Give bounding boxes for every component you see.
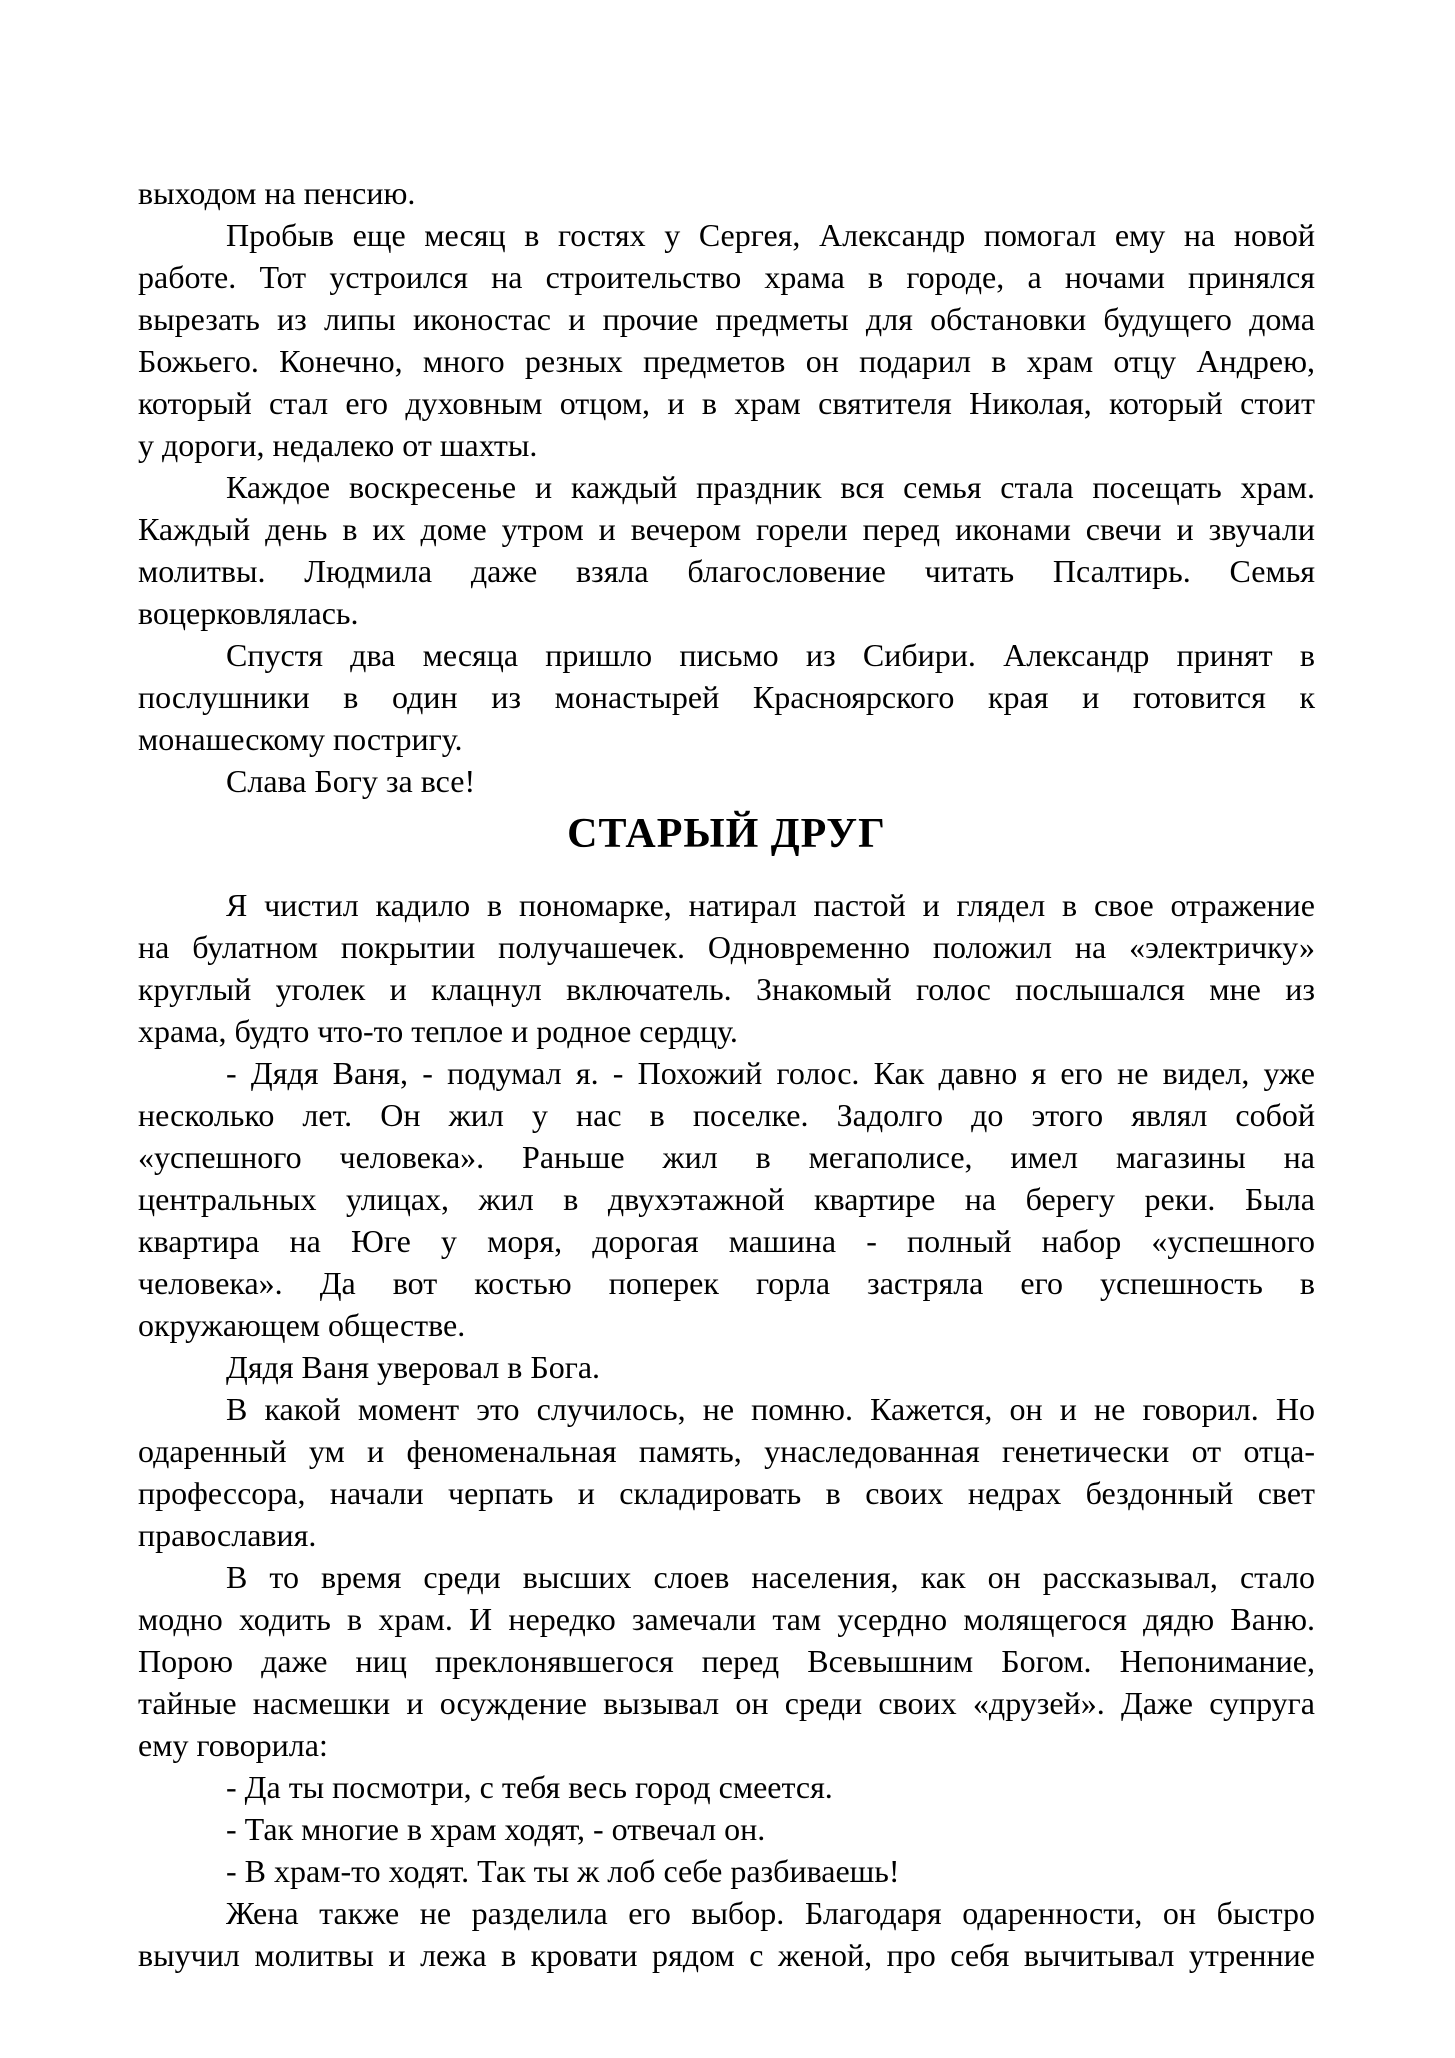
- text-line: профессора, начали черпать и складировать в своих недрах бездонный свет: [138, 1475, 1315, 1511]
- body-paragraph: [138, 1556, 1315, 1766]
- text-line: ему говорила:: [138, 1727, 328, 1763]
- text-line: «успешного человека». Раньше жил в мегаполисе, имел магазины на: [138, 1139, 1315, 1175]
- text-line: вырезать из липы иконостас и прочие предметы для обстановки будущего дома: [138, 301, 1315, 337]
- body-paragraph: [138, 884, 1315, 1052]
- body-paragraph: [138, 1346, 1315, 1388]
- document-body: [138, 172, 1315, 1976]
- text-line: который стал его духовным отцом, и в храм святителя Николая, который стоит: [138, 385, 1315, 421]
- body-paragraph: [138, 760, 1315, 802]
- text-line: одаренный ум и феноменальная память, унаследованная генетически от отца-: [138, 1433, 1315, 1469]
- text-line: храма, будто что-то теплое и родное сердцу.: [138, 1013, 738, 1049]
- text-line: у дороги, недалеко от шахты.: [138, 427, 538, 463]
- text-line: несколько лет. Он жил у нас в поселке. Задолго до этого являл собой: [138, 1097, 1315, 1133]
- text-line: выучил молитвы и лежа в кровати рядом с женой, про себя вычитывал утренние: [138, 1937, 1315, 1973]
- body-paragraph: [138, 466, 1315, 634]
- dialogue-paragraph: [138, 1766, 1315, 1808]
- text-line: Дядя Ваня уверовал в Бога.: [226, 1349, 601, 1385]
- text-line: круглый уголек и клацнул включатель. Знакомый голос послышался мне из: [138, 971, 1315, 1007]
- text-line: воцерковлялась.: [138, 595, 359, 631]
- text-line: православия.: [138, 1517, 317, 1553]
- text-line: В то время среди высших слоев населения, как он рассказывал, стало: [226, 1559, 1315, 1595]
- section-heading: [138, 810, 1315, 858]
- text-line: - Дядя Ваня, - подумал я. - Похожий голос. Как давно я его не видел, уже: [226, 1055, 1315, 1091]
- text-line: выходом на пенсию.: [138, 175, 416, 211]
- text-line: В какой момент это случилось, не помню. Кажется, он и не говорил. Но: [226, 1391, 1315, 1427]
- text-line: послушники в один из монастырей Красноярского края и готовится к: [138, 679, 1315, 715]
- text-line: окружающем обществе.: [138, 1307, 466, 1343]
- text-line: Жена также не разделила его выбор. Благодаря одаренности, он быстро: [226, 1895, 1315, 1931]
- heading-text: СТАРЫЙ ДРУГ: [567, 811, 886, 857]
- text-line: молитвы. Людмила даже взяла благословение читать Псалтирь. Семья: [138, 553, 1315, 589]
- text-line: человека». Да вот костью поперек горла застряла его успешность в: [138, 1265, 1315, 1301]
- text-line: - В храм-то ходят. Так ты ж лоб себе разбиваешь!: [226, 1853, 900, 1889]
- text-line: - Так многие в храм ходят, - отвечал он.: [226, 1811, 766, 1847]
- dialogue-paragraph: [138, 1808, 1315, 1850]
- body-paragraph: [138, 1388, 1315, 1556]
- text-line: Спустя два месяца пришло письмо из Сибири. Александр принят в: [226, 637, 1315, 673]
- text-line: Пробыв еще месяц в гостях у Сергея, Александр помогал ему на новой: [226, 217, 1315, 253]
- body-paragraph: [138, 1892, 1315, 1976]
- body-paragraph: [138, 634, 1315, 760]
- text-line: Порою даже ниц преклонявшегося перед Всевышним Богом. Непонимание,: [138, 1643, 1315, 1679]
- body-paragraph: [138, 214, 1315, 466]
- text-line: Божьего. Конечно, много резных предметов он подарил в храм отцу Андрею,: [138, 343, 1315, 379]
- text-line: Каждый день в их доме утром и вечером горели перед иконами свечи и звучали: [138, 511, 1315, 547]
- text-line: Каждое воскресенье и каждый праздник вся семья стала посещать храм.: [226, 469, 1315, 505]
- text-line: монашескому постригу.: [138, 721, 463, 757]
- text-line: работе. Тот устроился на строительство храма в городе, а ночами принялся: [138, 259, 1315, 295]
- text-line: Я чистил кадило в пономарке, натирал пастой и глядел в свое отражение: [226, 887, 1315, 923]
- text-line: на булатном покрытии получашечек. Одновременно положил на «электричку»: [138, 929, 1315, 965]
- text-line: центральных улицах, жил в двухэтажной квартире на берегу реки. Была: [138, 1181, 1315, 1217]
- text-line: - Да ты посмотри, с тебя весь город смеется.: [226, 1769, 833, 1805]
- text-line: квартира на Юге у моря, дорогая машина - полный набор «успешного: [138, 1223, 1315, 1259]
- text-line: тайные насмешки и осуждение вызывал он среди своих «друзей». Даже супруга: [138, 1685, 1315, 1721]
- body-paragraph: [138, 1052, 1315, 1346]
- text-line: Слава Богу за все!: [226, 763, 476, 799]
- text-line: модно ходить в храм. И нередко замечали там усердно молящегося дядю Ваню.: [138, 1601, 1315, 1637]
- dialogue-paragraph: [138, 1850, 1315, 1892]
- body-paragraph: [138, 172, 1315, 214]
